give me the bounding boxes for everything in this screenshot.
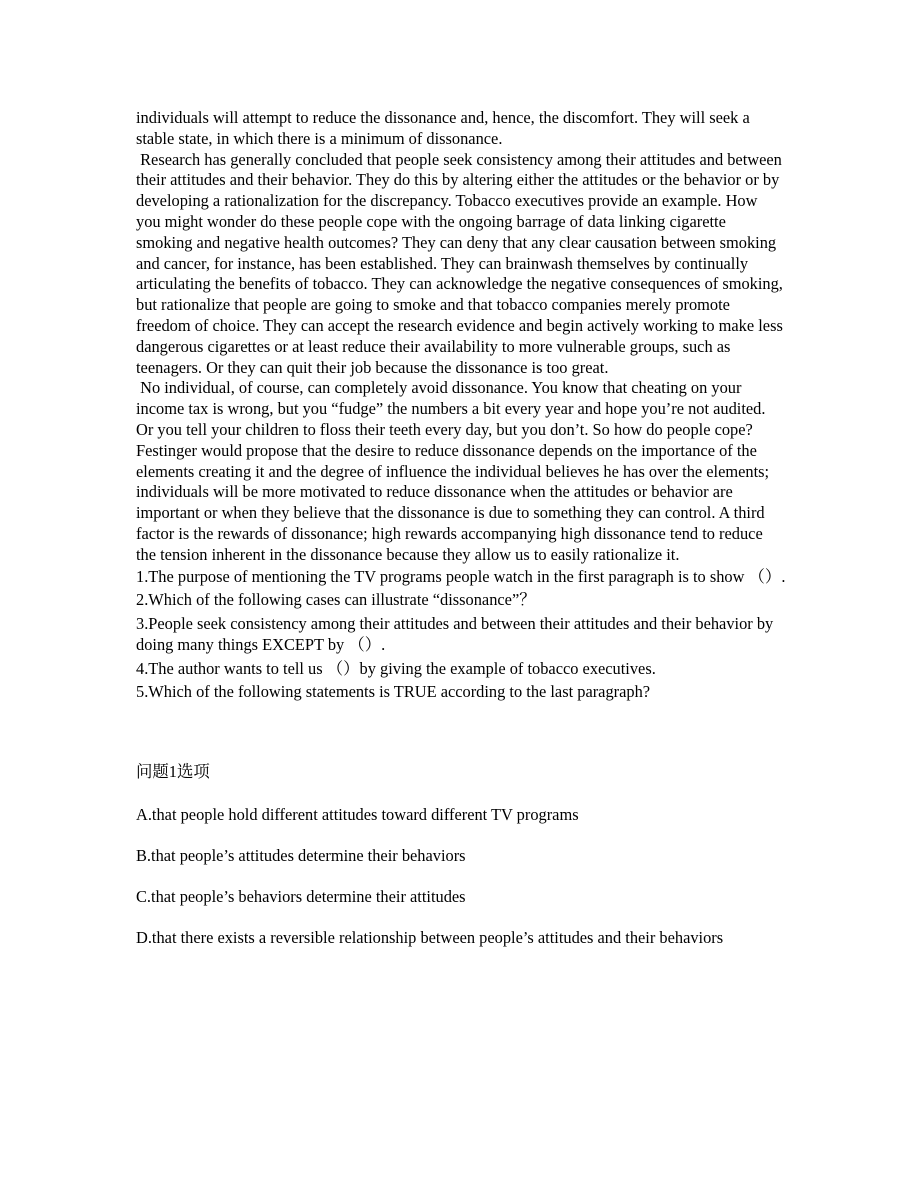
question-4: 4.The author wants to tell us （）by giving the example of tobacco executives. <box>136 658 656 678</box>
passage-paragraph-1: individuals will attempt to reduce the dissonance and, hence, the discomfort. They will seek a stable state, in which there is a minimum of dissonance. <box>136 108 754 148</box>
passage-paragraph-2: Research has generally concluded that people seek consistency among their attitudes and between their attitudes and their behavior. They do this by altering either the attitudes or the behavior or by developing a rationalization for the discrepancy. Tobacco executives provide an example. How you might wonder do these people cope with the ongoing barrage of data linking cigarette smoking and negative health outcomes? They can deny that any clear causation between smoking and cancer, for instance, has been established. They can brainwash themselves by continually articulating the benefits of tobacco. They can acknowledge the negative consequences of smoking, but rationalize that people are going to smoke and that tobacco companies merely promote freedom of choice. They can accept the research evidence and begin actively working to make less dangerous cigarettes or at least reduce their availability to more vulnerable groups, such as teenagers. Or they can quit their job because the dissonance is too great. <box>136 149 788 377</box>
option-a: A.that people hold different attitudes toward different TV programs <box>136 804 579 824</box>
options-title: 问题1选项 <box>136 761 210 781</box>
option-d: D.that there exists a reversible relationship between people’s attitudes and their behaviors <box>136 927 724 947</box>
option-b: B.that people’s attitudes determine their behaviors <box>136 845 466 865</box>
question-2: 2.Which of the following cases can illustrate “dissonance”？ <box>136 590 536 610</box>
option-c: C.that people’s behaviors determine their attitudes <box>136 886 466 906</box>
passage-paragraph-3: No individual, of course, can completely avoid dissonance. You know that cheating on your income tax is wrong, but you “fudge” the numbers a bit every year and hope you’re not audited. Or you tell your children to floss their teeth every day, but you don’t. So how do people cope? Festinger would propose that the desire to reduce dissonance depends on the importance of the elements creating it and the degree of influence the individual believes he has over the elements; individuals will be more motivated to reduce dissonance when the attitudes or behavior are important or when they believe that the dissonance is due to something they can control. A third factor is the rewards of dissonance; high rewards accompanying high dissonance tend to reduce the tension inherent in the dissonance because they allow us to easily rationalize it. <box>136 378 774 564</box>
question-3: 3.People seek consistency among their attitudes and between their attitudes and their behavior by doing many things EXCEPT by （）. <box>136 613 774 655</box>
question-1: 1.The purpose of mentioning the TV programs people watch in the first paragraph is to show （）. <box>136 566 786 586</box>
question-5: 5.Which of the following statements is TRUE according to the last paragraph? <box>136 682 651 702</box>
question-list <box>136 566 786 703</box>
document-page <box>136 108 786 948</box>
